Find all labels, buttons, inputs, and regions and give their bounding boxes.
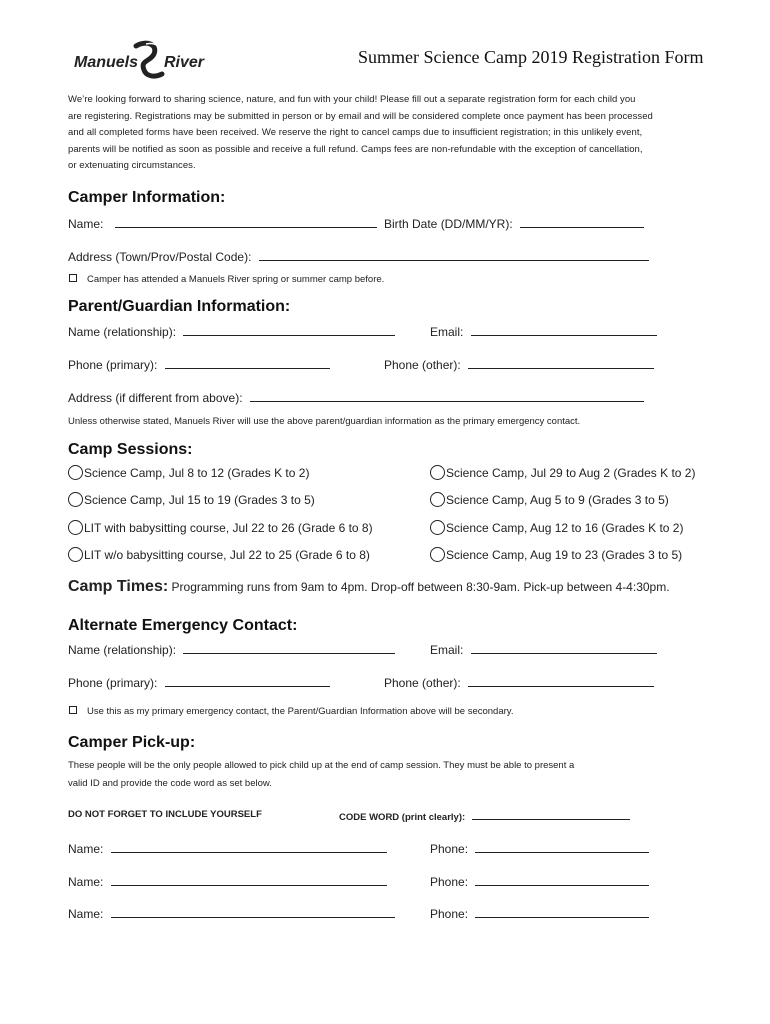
alt-phone-primary-row (68, 674, 330, 690)
camper-address-row (68, 248, 649, 264)
pickup-phone-row (430, 905, 649, 921)
parent-phone-primary-field[interactable] (165, 356, 330, 369)
code-word-label: CODE WORD (print clearly): (339, 812, 466, 823)
pickup-name-label: Name: (68, 842, 104, 856)
birth-date-label: Birth Date (DD/MM/YR): (384, 217, 513, 231)
parent-name-label: Name (relationship): (68, 325, 177, 339)
camper-address-field[interactable] (259, 248, 649, 261)
session-radio[interactable] (430, 465, 445, 480)
session-radio[interactable] (68, 465, 83, 480)
alt-email-label: Email: (430, 643, 464, 657)
primary-contact-checkbox[interactable] (69, 706, 77, 714)
pickup-name-row (68, 873, 387, 889)
camper-pickup-heading: Camper Pick-up: (68, 734, 196, 751)
alt-phone-other-field[interactable] (468, 674, 654, 687)
session-option[interactable] (430, 521, 683, 536)
camper-name-label: Name: (68, 217, 104, 231)
pickup-name-label: Name: (68, 875, 104, 889)
attended-before-checkbox[interactable] (69, 274, 77, 282)
session-label: LIT w/o babysitting course, Jul 22 to 25 (Grade 6 to 8) (84, 548, 370, 562)
primary-contact-label: Use this as my primary emergency contact, the Parent/Guardian Information above will be secondary. (87, 706, 514, 717)
alt-name-row (68, 641, 395, 657)
session-option[interactable] (68, 548, 370, 563)
camper-address-label: Address (Town/Prov/Postal Code): (68, 250, 252, 264)
session-radio[interactable] (68, 520, 83, 535)
parent-phone-other-label: Phone (other): (384, 358, 461, 372)
intro-paragraph (68, 92, 708, 175)
session-label: Science Camp, Jul 29 to Aug 2 (Grades K to 2) (446, 466, 696, 480)
alt-email-row (430, 641, 657, 657)
parent-name-field[interactable] (183, 323, 395, 336)
code-word-field[interactable] (472, 809, 630, 820)
intro-line: are registering. Registrations may be submitted in person or by email and will be considered complete once payment has been processed (68, 110, 653, 122)
river-swirl-icon (132, 40, 166, 80)
alt-email-field[interactable] (471, 641, 657, 654)
birth-date-field[interactable] (520, 215, 644, 228)
logo-text-river: River (164, 54, 205, 71)
parent-phone-other-field[interactable] (468, 356, 654, 369)
pickup-name-field[interactable] (111, 873, 387, 886)
intro-line: We’re looking forward to sharing science, nature, and fun with your child! Please fill out a separate registration form for each child you (68, 94, 636, 105)
attended-before-row (69, 274, 384, 285)
alt-phone-other-row (384, 674, 654, 690)
session-radio[interactable] (68, 492, 83, 507)
session-radio[interactable] (430, 520, 445, 535)
camper-name-row (68, 215, 377, 231)
parent-guardian-heading: Parent/Guardian Information: (68, 298, 291, 315)
session-option[interactable] (68, 493, 315, 508)
alt-phone-primary-field[interactable] (165, 674, 330, 687)
session-radio[interactable] (430, 547, 445, 562)
parent-address-row (68, 389, 644, 405)
alt-name-label: Name (relationship): (68, 643, 177, 657)
parent-name-row (68, 323, 395, 339)
session-option[interactable] (68, 521, 373, 536)
parent-phone-primary-row (68, 356, 330, 372)
pickup-name-row (68, 905, 395, 921)
manuels-river-logo (74, 40, 214, 82)
camp-times-heading: Camp Times: (68, 578, 169, 595)
pickup-text-line: valid ID and provide the code word as set below. (68, 778, 272, 789)
pickup-phone-label: Phone: (430, 875, 469, 889)
code-word-row (339, 809, 630, 823)
session-option[interactable] (430, 548, 682, 563)
pickup-text-line: These people will be the only people allowed to pick child up at the end of camp session. They must be able to present a (68, 760, 575, 771)
parent-phone-other-row (384, 356, 654, 372)
pickup-name-field[interactable] (111, 840, 387, 853)
session-radio[interactable] (68, 547, 83, 562)
session-option[interactable] (430, 466, 695, 481)
session-option[interactable] (430, 493, 669, 508)
camper-information-heading: Camper Information: (68, 189, 226, 206)
pickup-phone-field[interactable] (475, 840, 649, 853)
session-label: Science Camp, Jul 8 to 12 (Grades K to 2) (84, 466, 310, 480)
pickup-phone-field[interactable] (475, 873, 649, 886)
session-label: LIT with babysitting course, Jul 22 to 26 (Grade 6 to 8) (84, 521, 373, 535)
intro-line: and all completed forms have been received. We reserve the right to cancel camps due to insufficient registration; in this unlikely event, (68, 127, 643, 139)
attended-before-label: Camper has attended a Manuels River spring or summer camp before. (87, 274, 385, 285)
pickup-name-row (68, 840, 387, 856)
alt-phone-other-label: Phone (other): (384, 676, 461, 690)
pickup-phone-label: Phone: (430, 907, 469, 921)
emergency-contact-note: Unless otherwise stated, Manuels River will use the above parent/guardian information as the primary emergency contact. (68, 416, 581, 427)
parent-address-label: Address (if different from above): (68, 391, 243, 405)
alternate-contact-heading: Alternate Emergency Contact: (68, 617, 298, 634)
form-title: Summer Science Camp 2019 Registration Form (358, 47, 704, 67)
alt-phone-primary-label: Phone (primary): (68, 676, 158, 690)
camp-sessions-heading: Camp Sessions: (68, 441, 193, 458)
parent-email-row (430, 323, 657, 339)
logo-text-manuels: Manuels (74, 54, 139, 71)
alt-name-field[interactable] (183, 641, 395, 654)
session-label: Science Camp, Jul 15 to 19 (Grades 3 to 5) (84, 493, 315, 507)
parent-email-label: Email: (430, 325, 464, 339)
session-label: Science Camp, Aug 5 to 9 (Grades 3 to 5) (446, 493, 669, 507)
pickup-name-label: Name: (68, 907, 104, 921)
intro-line: or extenuating circumstances. (68, 160, 196, 172)
intro-line: parents will be notified as soon as possible and receive a full refund. Camps fees are non-refundable with the exception of cancellation, (68, 143, 643, 155)
parent-phone-primary-label: Phone (primary): (68, 358, 158, 372)
birth-date-row (384, 215, 644, 231)
session-radio[interactable] (430, 492, 445, 507)
primary-contact-row (69, 706, 513, 717)
parent-email-field[interactable] (471, 323, 657, 336)
pickup-phone-row (430, 873, 649, 889)
pickup-phone-label: Phone: (430, 842, 469, 856)
include-yourself-reminder: DO NOT FORGET TO INCLUDE YOURSELF (68, 809, 262, 820)
pickup-phone-row (430, 840, 649, 856)
session-label: Science Camp, Aug 12 to 16 (Grades K to 2) (446, 521, 684, 535)
pickup-name-field[interactable] (111, 905, 395, 918)
camper-name-field[interactable] (115, 215, 377, 228)
camp-times-row (68, 578, 670, 596)
session-option[interactable] (68, 466, 309, 481)
parent-address-field[interactable] (250, 389, 644, 402)
pickup-phone-field[interactable] (475, 905, 649, 918)
session-label: Science Camp, Aug 19 to 23 (Grades 3 to 5) (446, 548, 683, 562)
camp-times-text: Programming runs from 9am to 4pm. Drop-off between 8:30-9am. Pick-up between 4-4:30pm. (171, 580, 670, 594)
